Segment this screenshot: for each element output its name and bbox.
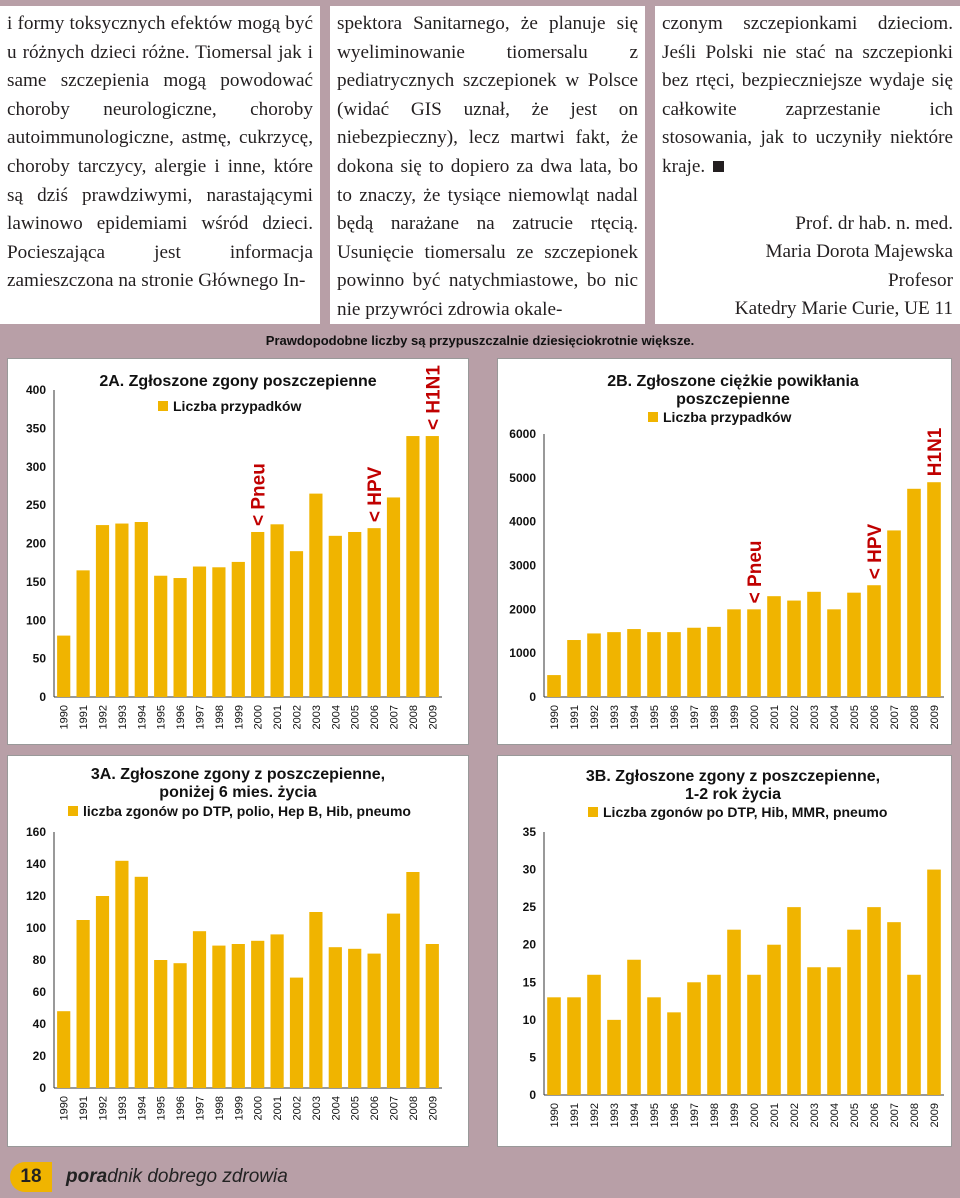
y-tick-label: 120 [25,889,46,903]
y-tick-label: 150 [25,574,46,589]
x-tick-label: 2004 [829,1103,841,1128]
x-tick-label: 2002 [291,1096,304,1121]
bar [77,920,90,1088]
x-tick-label: 1998 [709,705,721,730]
x-tick-label: 1996 [175,705,188,730]
bar [77,570,90,697]
bar [907,489,921,697]
x-tick-label: 2007 [388,1096,401,1121]
bar [687,982,701,1095]
bar [767,596,781,697]
signature-line-2: Maria Dorota Majewska [765,241,953,263]
bar [627,960,641,1095]
bar [193,931,206,1088]
x-tick-label: 1994 [136,705,149,730]
bar [647,632,661,697]
bar [329,947,342,1088]
x-tick-label: 2001 [769,1103,781,1128]
y-tick-label: 0 [529,1088,536,1102]
bar [251,532,264,697]
x-tick-label: 1992 [589,1103,601,1128]
x-tick-label: 1998 [213,705,226,730]
chart-panel-2b [497,358,952,745]
y-tick-label: 80 [32,953,46,967]
annotation-label: < Pneu [745,540,766,604]
x-tick-label: 2003 [809,705,821,730]
bar [115,861,128,1088]
x-tick-label: 2004 [829,705,841,730]
x-tick-label: 2000 [252,705,265,730]
x-tick-label: 1996 [175,1096,188,1121]
y-tick-label: 250 [25,498,46,513]
bar [687,628,701,697]
bar [368,954,381,1088]
bar [309,912,322,1088]
bar [787,601,801,697]
bar [387,497,400,697]
x-tick-label: 1994 [629,705,641,730]
x-tick-label: 1990 [58,1096,71,1121]
bar [135,522,148,697]
bar [212,567,225,697]
bar [887,530,901,697]
chart-note: Prawdopodobne liczby są przypuszczalnie dziesięciokrotnie większe. [265,333,695,348]
x-tick-label: 1990 [58,705,71,730]
x-tick-label: 1999 [729,1103,741,1128]
x-tick-label: 1997 [689,705,701,730]
x-tick-label: 1994 [629,1103,641,1128]
bar [747,609,761,697]
magazine-brand: poradnik dobrego zdrowia [66,1166,288,1187]
bar [232,944,245,1088]
chart-title: 2A. Zgłoszone zgony poszczepienne [99,373,377,390]
bar [747,975,761,1095]
x-tick-label: 1992 [589,705,601,730]
y-tick-label: 40 [32,1017,46,1031]
bar [406,436,419,697]
x-tick-label: 2001 [769,705,781,730]
x-tick-label: 1993 [116,705,129,730]
x-tick-label: 1993 [609,1103,621,1128]
bar [707,627,721,697]
bar [787,907,801,1095]
article-text-3: czonym szczepionkami dzieciom. Jeśli Polski nie stać na szczepionki bez rtęci, bezpieczniejsze wydaje się całkowite zaprzestanie ich stosowania, jak to uczyniły niektóre kraje. [662,13,953,177]
y-tick-label: 2000 [509,602,536,617]
legend-label: Liczba przypadków [663,409,792,425]
chart-title: 3B. Zgłoszone zgony z poszczepienne, [585,768,881,785]
x-tick-label: 2002 [789,1103,801,1128]
chart-title: poszczepienne [676,391,790,408]
chart-title: poniżej 6 mies. życia [159,784,317,801]
bar [587,633,601,697]
y-tick-label: 0 [39,690,46,704]
bar [426,436,439,697]
x-tick-label: 1997 [194,705,207,730]
x-tick-label: 2005 [349,1096,362,1121]
x-tick-label: 2007 [889,1103,901,1128]
legend-label: Liczba przypadków [173,398,302,414]
bar [271,934,284,1088]
page-number: 18 [10,1162,52,1192]
bar [827,967,841,1095]
bar [547,675,561,697]
x-tick-label: 2009 [929,1103,941,1128]
x-tick-label: 2005 [849,705,861,730]
x-tick-label: 2002 [789,705,801,730]
y-tick-label: 35 [522,825,536,839]
chart-panel-3b [497,755,952,1147]
y-tick-label: 140 [25,857,46,871]
x-tick-label: 1995 [155,1096,168,1121]
bar [667,1012,681,1095]
bar [867,585,881,697]
x-tick-label: 1992 [97,705,110,730]
x-tick-label: 1996 [669,1103,681,1128]
x-tick-label: 1991 [569,1103,581,1128]
x-tick-label: 1998 [213,1096,226,1121]
bar [807,592,821,697]
bar [193,567,206,697]
x-tick-label: 2005 [849,1103,861,1128]
article-column-3 [655,6,960,324]
x-tick-label: 1993 [609,705,621,730]
y-tick-label: 10 [522,1012,536,1027]
x-tick-label: 1998 [709,1103,721,1128]
bar [426,944,439,1088]
bar [927,870,941,1095]
y-tick-label: 3000 [509,558,536,573]
bar [567,997,581,1095]
x-tick-label: 1999 [729,705,741,730]
x-tick-label: 2002 [291,705,304,730]
x-tick-label: 2006 [869,1103,881,1128]
x-tick-label: 1996 [669,705,681,730]
y-tick-label: 25 [522,900,536,915]
signature-line-4: Katedry Marie Curie, UE 11 [734,298,953,320]
bar [290,551,303,697]
y-tick-label: 15 [522,975,536,990]
bar [290,978,303,1088]
y-tick-label: 1000 [509,646,536,661]
bar [174,963,187,1088]
x-tick-label: 1999 [233,1096,246,1121]
bar [406,872,419,1088]
x-tick-label: 2008 [407,705,420,730]
chart-panel-2a [7,358,469,745]
bar [174,578,187,697]
signature-line-1: Prof. dr hab. n. med. [795,212,953,234]
article-text-1: i formy toksycznych efektów mogą być u różnych dzieci różne. Tiomersal jak i same szczepienia mogą powodować choroby neurologiczne, choroby autoimmunologiczne, astmę, cukrzycę, choroby tarczycy, alergie i inne, które są dziś prawdziwymi, narastającymi lawinowo epidemiami wśród dzieci. Pocieszająca jest informacja zamieszczona na stronie Głównego In- [7,13,313,292]
signature-line-3: Profesor [887,269,953,291]
y-tick-label: 100 [25,613,46,628]
y-tick-label: 5 [529,1050,536,1065]
annotation-label: < Pneu [248,463,270,526]
legend-label: liczba zgonów po DTP, polio, Hep B, Hib, pneumo [83,803,411,819]
x-tick-label: 2006 [869,705,881,730]
bar [587,975,601,1095]
chart-title: 1-2 rok życia [684,786,782,803]
y-tick-label: 30 [522,862,536,877]
x-tick-label: 2005 [349,705,362,730]
x-tick-label: 1991 [78,1096,91,1121]
x-tick-label: 2000 [252,1096,265,1121]
y-tick-label: 200 [25,536,46,551]
legend-label: Liczba zgonów po DTP, Hib, MMR, pneumo [603,804,888,820]
x-tick-label: 1997 [194,1096,207,1121]
end-mark-icon [713,161,724,172]
bar [807,967,821,1095]
page-footer [10,1162,288,1192]
x-tick-label: 2009 [427,1096,440,1121]
y-tick-label: 400 [25,383,46,397]
x-tick-label: 2006 [369,1096,382,1121]
bar [57,1011,70,1088]
x-tick-label: 1994 [136,1096,149,1121]
x-tick-label: 2008 [407,1096,420,1121]
x-tick-label: 2008 [909,1103,921,1128]
chart-panel-3a [7,755,469,1147]
y-tick-label: 350 [25,421,46,436]
x-tick-label: 1991 [569,705,581,730]
x-tick-label: 1999 [233,705,246,730]
x-tick-label: 2007 [889,705,901,730]
x-tick-label: 2000 [749,705,761,730]
legend-swatch [68,806,78,816]
bar [547,997,561,1095]
bar [154,960,167,1088]
bar [847,593,861,697]
x-tick-label: 2001 [272,1096,285,1121]
x-tick-label: 2004 [330,705,343,730]
x-tick-label: 1995 [155,705,168,730]
bar [348,532,361,697]
bar [212,946,225,1088]
bar [309,494,322,697]
y-tick-label: 300 [25,459,46,474]
bar [57,636,70,697]
x-tick-label: 1991 [78,705,91,730]
chart-3b [498,756,951,1146]
x-tick-label: 1993 [116,1096,129,1121]
y-tick-label: 60 [32,985,46,999]
y-tick-label: 100 [25,921,46,935]
chart-2a [8,359,468,744]
y-tick-label: 5000 [509,470,536,485]
bar [647,997,661,1095]
bar [887,922,901,1095]
y-tick-label: 0 [529,690,536,704]
bar [867,907,881,1095]
x-tick-label: 2009 [929,705,941,730]
chart-title: 2B. Zgłoszone ciężkie powikłania [607,373,859,390]
bar [329,536,342,697]
bar [232,562,245,697]
x-tick-label: 1990 [549,705,561,730]
article-text-2: spektora Sanitarnego, że planuje się wyeliminowanie tiomersalu z pediatrycznych szczepionek w Polsce (widać GIS uznał, że jest on niebezpieczny), lecz martwi fakt, że dokona się to dopiero za dwa lata, bo to znaczy, że tysiące niemowląt nadal będą narażane na zatrucie rtęcią. Usunięcie tiomersalu ze szczepionek powinno być natychmiastowe, bo nic nie przywróci zdrowia okale- [337,13,638,320]
chart-3a [8,756,468,1146]
bar [115,524,128,697]
article-column-2 [330,6,645,324]
x-tick-label: 2001 [272,705,285,730]
x-tick-label: 2008 [909,705,921,730]
x-tick-label: 2000 [749,1103,761,1128]
x-tick-label: 1997 [689,1103,701,1128]
bar [927,482,941,697]
annotation-label: < H1N1 [423,365,445,431]
x-tick-label: 2004 [330,1096,343,1121]
y-tick-label: 160 [25,825,46,839]
x-tick-label: 2009 [427,705,440,730]
y-tick-label: 20 [32,1049,46,1063]
y-tick-label: 0 [39,1081,46,1095]
bar [567,640,581,697]
y-tick-label: 50 [32,651,46,666]
x-tick-label: 2006 [369,705,382,730]
y-tick-label: 20 [522,937,536,952]
bar [607,1020,621,1095]
article-column-1 [0,6,320,324]
bar [251,941,264,1088]
bar [271,524,284,697]
x-tick-label: 1995 [649,705,661,730]
bar [907,975,921,1095]
bar [707,975,721,1095]
x-tick-label: 1992 [97,1096,110,1121]
y-tick-label: 4000 [509,514,536,529]
x-tick-label: 1995 [649,1103,661,1128]
bar [767,945,781,1095]
annotation-label: H1N1 [925,427,946,477]
bar [96,896,109,1088]
bar [368,528,381,697]
bar [607,632,621,697]
legend-swatch [588,807,598,817]
chart-2b [498,359,951,744]
legend-swatch [648,412,658,422]
bar [96,525,109,697]
x-tick-label: 1990 [549,1103,561,1128]
legend-swatch [158,401,168,411]
bar [154,576,167,697]
bar [727,930,741,1095]
bar [827,609,841,697]
bar [627,629,641,697]
annotation-label: < HPV [365,466,387,523]
x-tick-label: 2003 [310,1096,323,1121]
bar [135,877,148,1088]
bar [387,914,400,1088]
bar [727,609,741,697]
y-tick-label: 6000 [509,427,536,441]
bar [847,930,861,1095]
bar [667,632,681,697]
bar [348,949,361,1088]
x-tick-label: 2003 [809,1103,821,1128]
annotation-label: < HPV [865,523,886,580]
x-tick-label: 2003 [310,705,323,730]
chart-title: 3A. Zgłoszone zgony z poszczepienne, [90,766,386,783]
x-tick-label: 2007 [388,705,401,730]
